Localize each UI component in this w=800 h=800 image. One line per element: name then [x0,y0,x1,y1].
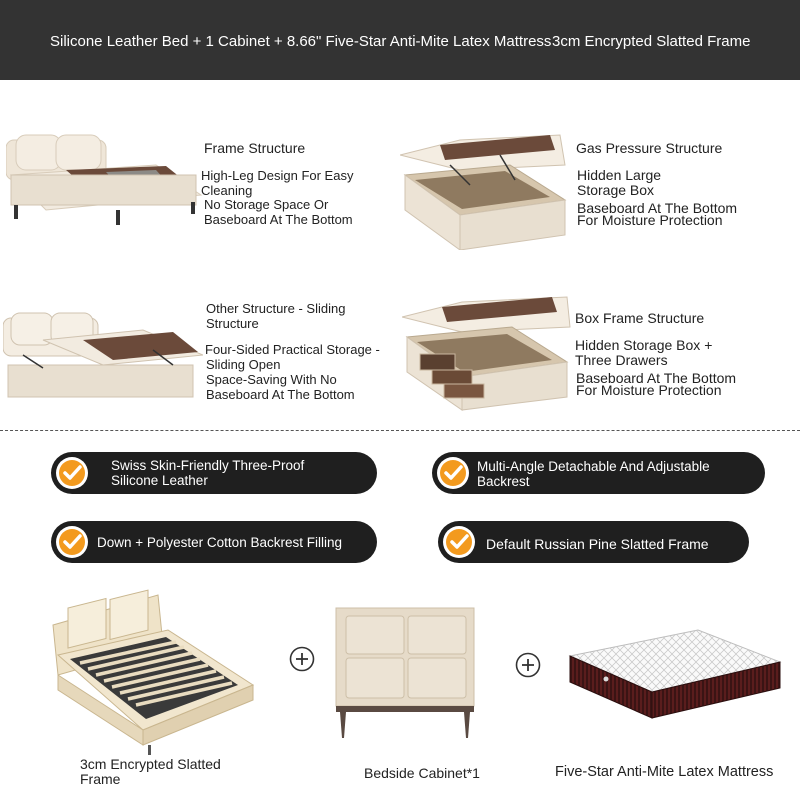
structure-2-line-1: Hidden Large [577,167,662,183]
structure-2-line-2: Storage Box [577,182,655,198]
check-badge-icon [442,525,476,559]
feature-pill-leather [51,452,377,494]
bedside-cabinet-image [334,606,478,740]
structure-1-line-4: Baseboard At The Bottom [204,212,353,227]
product-2-caption: Bedside Cabinet*1 [364,765,480,781]
structure-3-line-3: Space-Saving With No [206,372,337,387]
check-badge-icon [55,456,89,490]
structure-3-title: Other Structure - Sliding [206,301,346,316]
structure-4-line-2: Three Drawers [575,352,668,368]
product-1-caption-line-1: 3cm Encrypted Slatted [80,756,221,772]
box-frame-bed-image [402,292,572,412]
feature-pill-backrest [432,452,765,494]
feature-2-line-1: Multi-Angle Detachable And Adjustable [477,459,710,474]
page-title-overlap: 3cm Encrypted Slatted Frame [552,33,751,50]
product-1-caption-line-2: Frame [80,771,121,787]
feature-3-line-1: Down + Polyester Cotton Backrest Filling [97,535,342,550]
sliding-structure-bed-image [3,310,203,400]
structure-1-title: Frame Structure [204,140,306,156]
structure-4-title: Box Frame Structure [575,310,705,326]
feature-pill-slatted-frame [438,521,749,563]
structure-3-line-2: Sliding Open [206,357,281,372]
feature-pill-filling [51,521,377,563]
structure-1-line-2: Cleaning [201,183,253,198]
feature-1-line-2: Silicone Leather [111,473,208,488]
header-bar [0,0,800,80]
plus-circle-icon [289,646,315,672]
structure-1-line-3: No Storage Space Or [204,197,329,212]
structure-3-line-4: Baseboard At The Bottom [206,387,355,402]
structure-2-title: Gas Pressure Structure [576,140,723,156]
structure-2-line-3: Baseboard At The Bottom [577,200,738,216]
structure-4-line-1: Hidden Storage Box + [575,337,713,353]
latex-mattress-image [568,626,782,720]
check-badge-icon [436,456,470,490]
feature-2-line-2: Backrest [477,474,530,489]
frame-structure-bed-image [6,130,206,230]
product-3-caption: Five-Star Anti-Mite Latex Mattress [555,764,774,780]
structure-3-line-1: Four-Sided Practical Storage - [205,342,380,357]
structure-3-title-2: Structure [206,316,259,331]
gas-pressure-bed-image [400,125,570,250]
slatted-frame-bed-image [48,585,258,755]
structure-4-line-4: For Moisture Protection [576,382,722,398]
plus-circle-icon [515,652,541,678]
feature-4-line-1: Default Russian Pine Slatted Frame [486,536,709,552]
structure-1-line-1: High-Leg Design For Easy [201,168,354,183]
section-divider [0,430,800,431]
structure-2-line-4: For Moisture Protection [577,212,723,228]
feature-1-line-1: Swiss Skin-Friendly Three-Proof [111,458,305,473]
structure-4-line-3: Baseboard At The Bottom [576,370,737,386]
page-title: Silicone Leather Bed + 1 Cabinet + 8.66" Five-Star Anti-Mite Latex Mattress [50,33,552,50]
check-badge-icon [55,525,89,559]
